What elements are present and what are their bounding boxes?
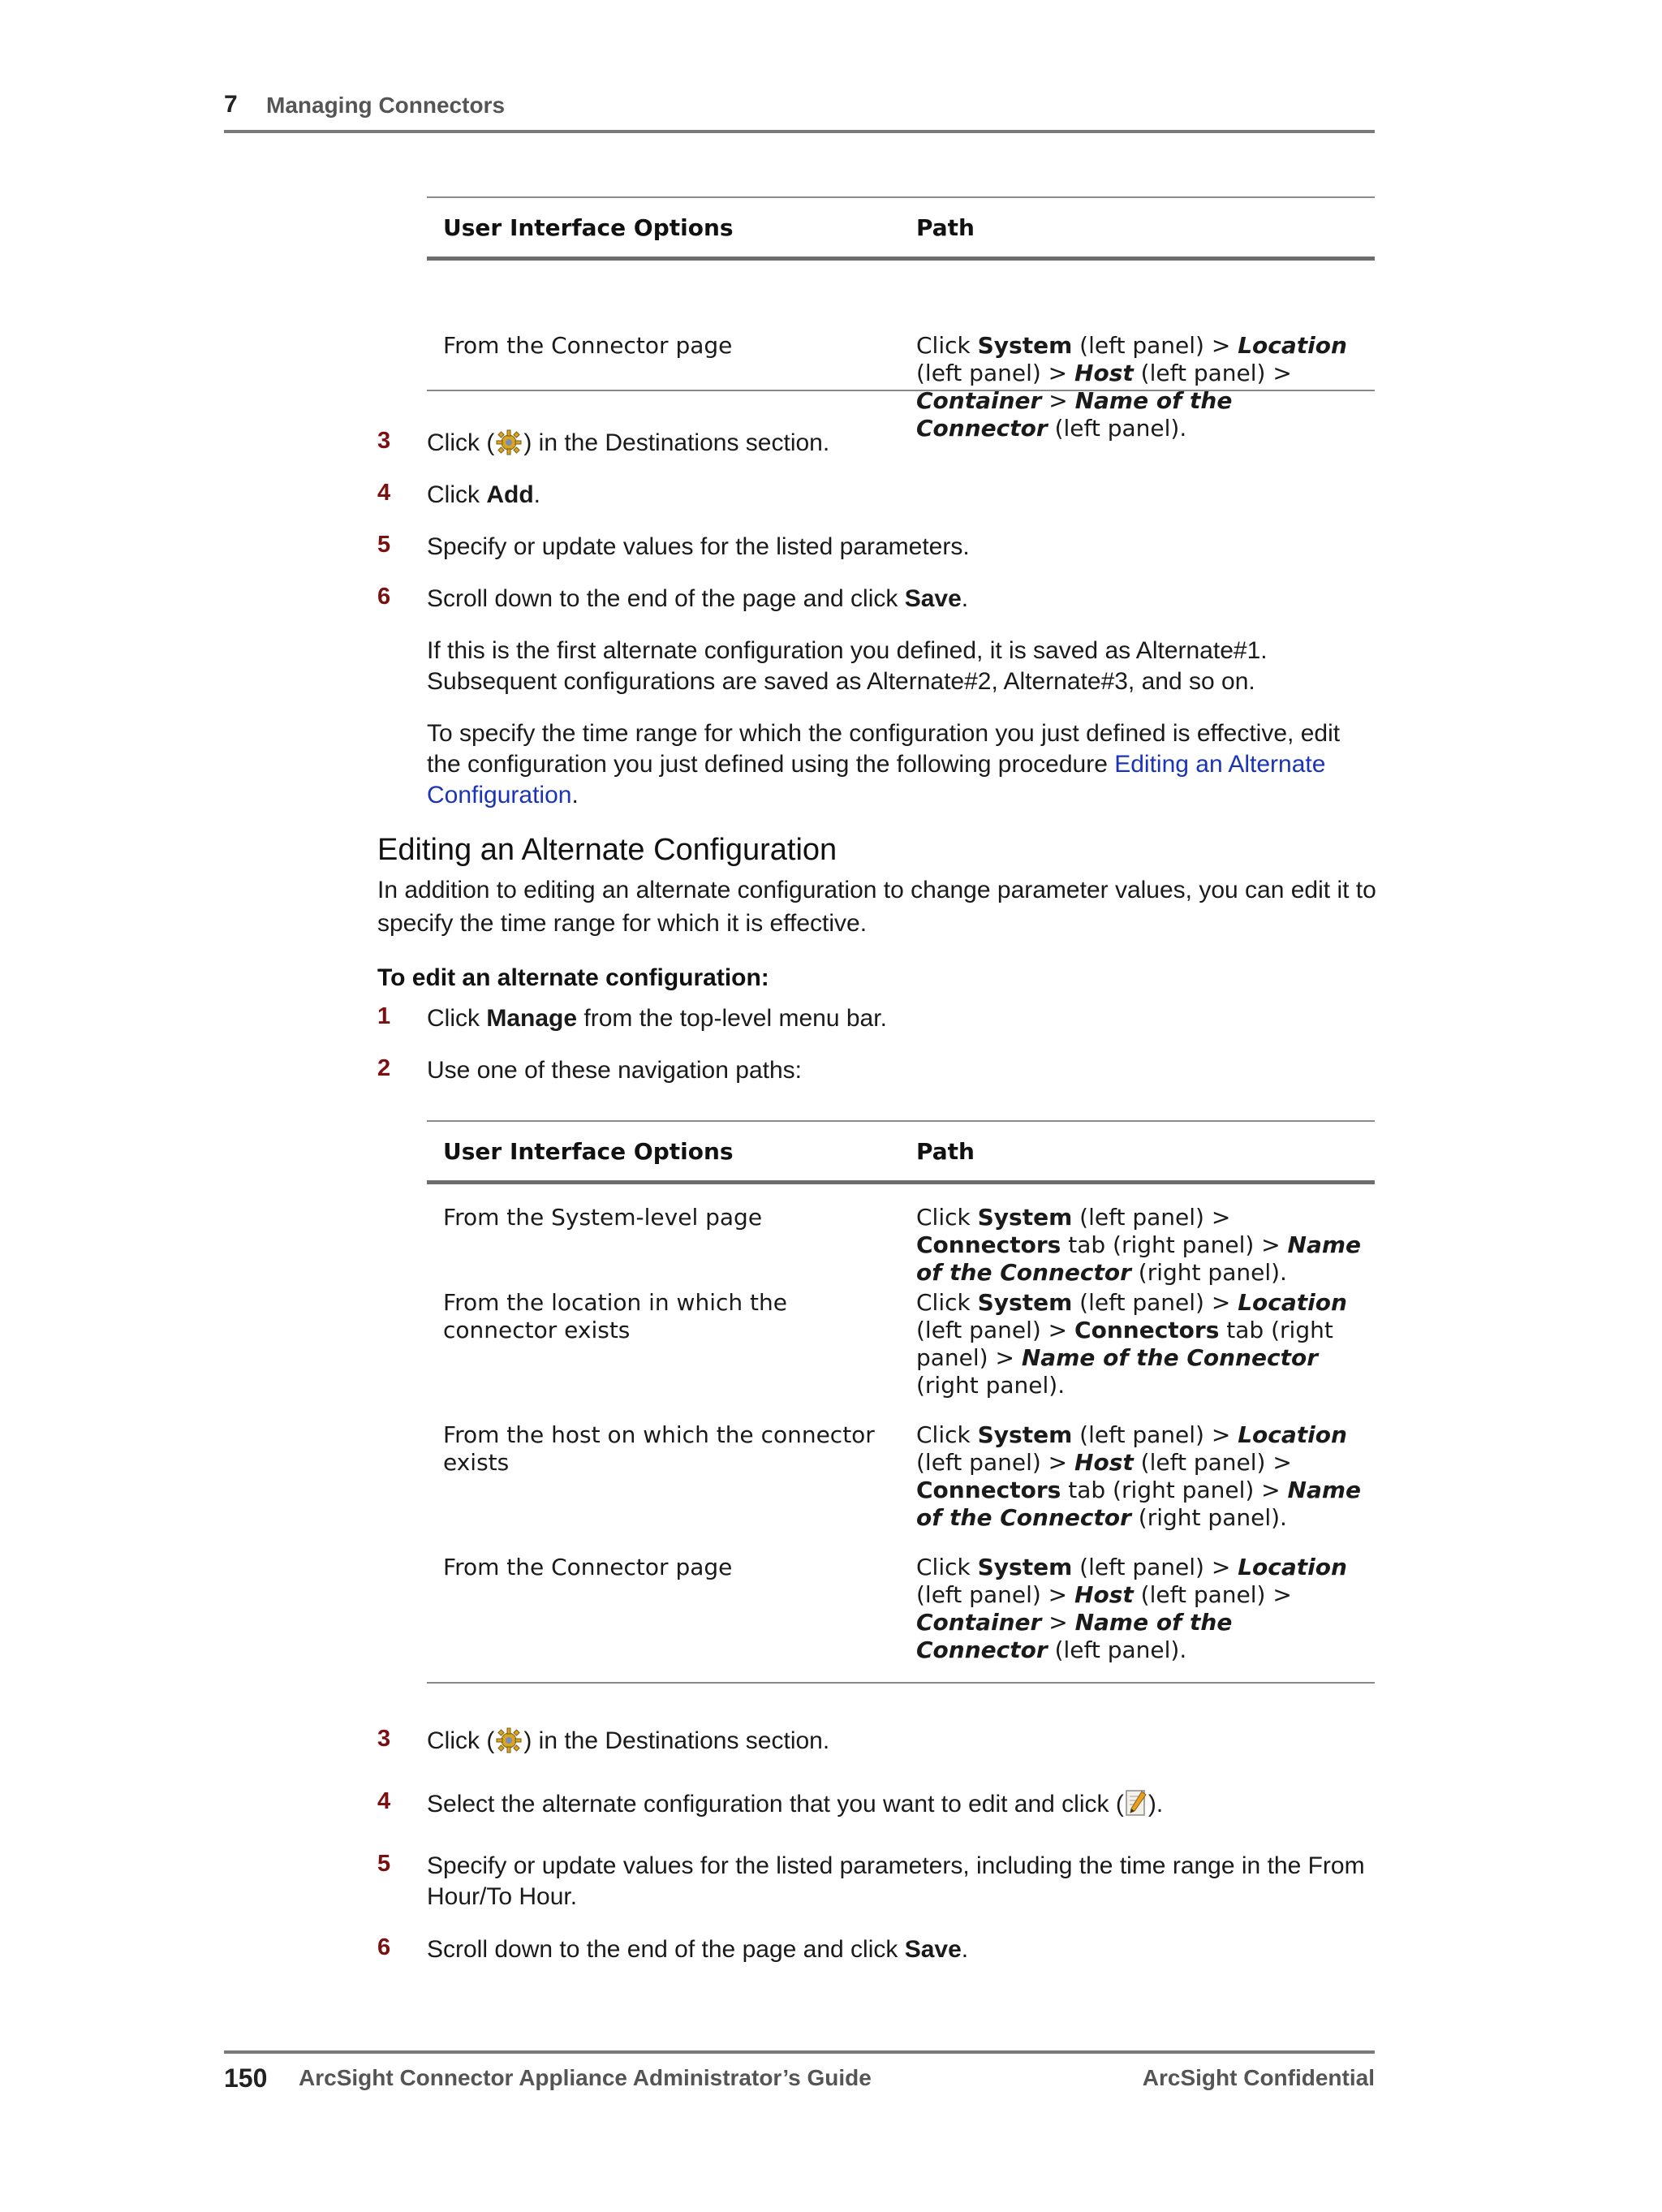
step-text: Click ( ) in the Destinations section.	[427, 429, 830, 456]
navigation-table-2	[427, 1120, 1375, 1684]
table-row	[427, 1554, 1375, 1682]
column-header-path: Path	[916, 214, 975, 241]
paragraph: If this is the first alternate configuration you defined, it is saved as Alternate#1. Subsequent configurations are saved as Alternate#2, Alternate#3, and so on.	[427, 637, 1268, 695]
step	[0, 1726, 1662, 1758]
step	[0, 1055, 1662, 1088]
editing-alternate-configuration-link[interactable]: Editing an Alternate Configuration	[427, 751, 1326, 808]
navigation-table-1	[427, 196, 1375, 442]
step-number: 5	[377, 532, 391, 558]
option-cell: From the location in which the connector exists	[443, 1289, 787, 1343]
step-number: 3	[377, 1726, 391, 1752]
step-text: Select the alternate configuration that you want to edit and click ( ).	[427, 1788, 1376, 1820]
step-number: 1	[377, 1003, 391, 1029]
path-cell: Click System (left panel) > Location (left panel) > Host (left panel) > Container > Name of the Connector (left panel).	[916, 1554, 1347, 1663]
table-row	[427, 1421, 1375, 1554]
path-cell: Click System (left panel) > Connectors tab (right panel) > Name of the Connector (right panel).	[916, 1204, 1362, 1286]
step-number: 4	[377, 1788, 391, 1814]
table-header	[427, 198, 1375, 261]
step-text: Use one of these navigation paths:	[427, 1057, 802, 1084]
column-header-options: User Interface Options	[443, 214, 734, 241]
step-number: 4	[377, 480, 391, 506]
page-number: 150	[224, 2063, 268, 2093]
step	[0, 1003, 1662, 1036]
page-header	[224, 91, 1375, 133]
page-footer	[224, 2050, 1375, 2094]
step-number: 3	[377, 428, 391, 454]
step-number: 6	[377, 1934, 391, 1960]
option-cell: From the host on which the connector exists	[443, 1421, 875, 1476]
option-cell: From the System-level page	[443, 1204, 763, 1231]
option-cell: From the Connector page	[443, 1554, 733, 1580]
table-row	[427, 1184, 1375, 1289]
table-row	[427, 261, 1375, 442]
confidential-label: ArcSight Confidential	[1142, 2065, 1375, 2090]
step-text: Click ( ) in the Destinations section.	[427, 1727, 830, 1754]
step	[0, 1851, 1662, 1910]
chapter-number: 7	[224, 91, 238, 118]
section-heading: Editing an Alternate Configuration	[377, 833, 837, 867]
gear-icon	[494, 1726, 523, 1755]
column-header-options: User Interface Options	[443, 1138, 734, 1165]
table-header	[427, 1122, 1375, 1184]
chapter-title: Managing Connectors	[266, 93, 506, 118]
step-text: Click Add.	[427, 481, 541, 508]
step	[0, 532, 1662, 564]
guide-title: ArcSight Connector Appliance Administrator’s Guide	[299, 2065, 872, 2090]
step	[0, 1934, 1662, 1967]
step-text: Scroll down to the end of the page and click Save.	[427, 585, 969, 612]
path-cell: Click System (left panel) > Location (left panel) > Host (left panel) > Container > Name of the Connector (left panel).	[916, 332, 1347, 442]
paragraph: To specify the time range for which the configuration you just defined is effective, edit the configuration you just defined using the following procedure Editing an Alternate Configuration.	[427, 720, 1341, 808]
path-cell: Click System (left panel) > Location (left panel) > Host (left panel) > Connectors tab (right panel) > Name of the Connector (right panel).	[916, 1421, 1362, 1531]
option-cell: From the Connector page	[443, 332, 733, 359]
step-number: 6	[377, 584, 391, 610]
table-row	[427, 1289, 1375, 1421]
column-header-path: Path	[916, 1138, 975, 1165]
step	[0, 1788, 1662, 1821]
step	[0, 584, 1662, 616]
step	[0, 428, 1662, 460]
step	[0, 480, 1662, 512]
step-text: Specify or update values for the listed parameters.	[427, 533, 970, 560]
step-text: Specify or update values for the listed parameters, including the time range in the From Hour/To Hour.	[427, 1852, 1365, 1910]
step-text: Scroll down to the end of the page and click Save.	[427, 1936, 969, 1963]
step-number: 5	[377, 1851, 391, 1877]
edit-icon	[1124, 1788, 1148, 1819]
section-intro: In addition to editing an alternate configuration to change parameter values, you can edit it to specify the time range for which it is effective.	[377, 877, 1376, 937]
gear-icon	[494, 428, 523, 457]
step-text: Click Manage from the top-level menu bar.	[427, 1005, 887, 1032]
procedure-title: To edit an alternate configuration:	[377, 964, 769, 991]
step-number: 2	[377, 1055, 391, 1081]
path-cell: Click System (left panel) > Location (left panel) > Connectors tab (right panel) > Name of the Connector (right panel).	[916, 1289, 1347, 1399]
